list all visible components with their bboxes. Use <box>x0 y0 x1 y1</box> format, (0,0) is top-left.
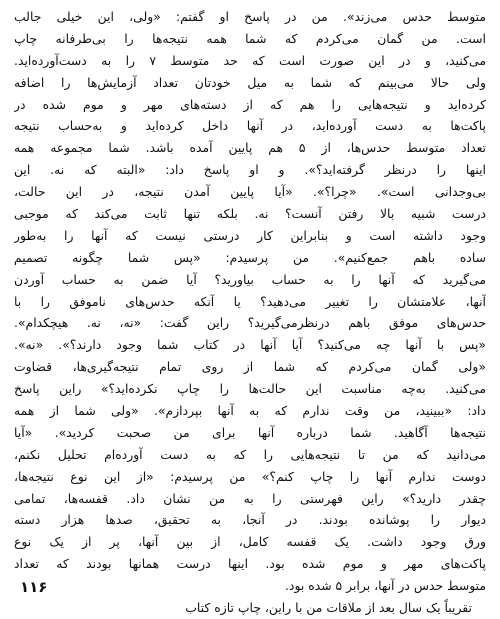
text-line: «ولی گمان می‌کردم که شما از روی تمام نتیجه‌گیری‌ها، قضاوت <box>14 359 486 375</box>
body-text <box>14 6 486 619</box>
paragraph-1 <box>14 6 486 597</box>
text-line: دیوار را پوشانده بودند. در آنجا، به تحقیق، صدها هزار دسته <box>14 512 486 528</box>
text-line: تقریباً یک سال بعد از ملاقات من با راین، چاپ تازه کتاب <box>185 600 472 616</box>
text-line: می‌کنید. به‌چه مناسبت این حالت‌ها را چاپ نکرده‌اید؟» راین پاسخ <box>14 381 486 397</box>
text-line: «پس با آنها چه می‌کنید؟ آیا آنها در کتاب شما وجود دارند؟». «نه». <box>14 337 486 353</box>
text-line: می‌دانید که من تا نتیجه‌هایی را که به دست آورده‌ام تحلیل نکنم، <box>14 446 486 462</box>
page-number: ۱۱۶ <box>20 578 48 596</box>
text-line: می‌گیرید که آنها را به حساب بیاورید؟ آیا ضمن به حساب آوردن <box>14 271 486 287</box>
text-line: ورق وجود داشت. یک قفسه کامل، از بین آنها، پر از یک نوع <box>14 534 486 550</box>
text-line: بی‌وجدانی است». «چرا؟». «آیا پایین آمدن نتیجه، در این حالت، <box>14 184 486 200</box>
text-line: اینها را درنظر گرفته‌اید؟». و او پاسخ داد: «البته که نه. این <box>14 162 486 178</box>
text-line: چقدر دارید؟» راین فهرستی را به من نشان داد. قفسه‌ها، تمامی <box>14 490 486 506</box>
text-line: پاکت‌های مهر و موم شده بود. اینها درست همانها بودند که تعداد <box>14 556 486 572</box>
text-line: داد: «ببینید، من وقت ندارم که به آنها بپردازم». «ولی شما از همه <box>14 403 486 419</box>
text-line: پاکت‌ها به دست آورده‌اید، در آنها داخل کرده‌اید و به‌حساب نتیجه <box>14 118 486 134</box>
text-line: نتیجه‌ها آگاهید. شما درباره آنها برای من صحبت کردید». «آیا <box>14 424 486 440</box>
text-line: متوسط حدس در آنها، برابر ۵ شده بود. <box>284 578 486 594</box>
text-line: دوست ندارم آنها را چاپ کنم؟» من پرسیدم: «از این نوع نتیجه‌ها، <box>14 468 486 484</box>
text-line: وجود داشته است و بنابراین کار درستی نیست که آنها را به‌طور <box>14 227 486 243</box>
text-line: تعداد متوسط حدس‌ها، از ۵ هم پایین آمده باشد. شما مجموعه همه <box>14 140 486 156</box>
text-line: متوسط حدس می‌زند». من در پاسخ او گفتم: «ولی، این خیلی جالب <box>14 9 486 24</box>
paragraph-2 <box>14 597 486 619</box>
text-line: آنها، علامتشان را تغییر می‌دهید؟ یا آنکه حدس‌های ناموفق را با <box>14 293 486 309</box>
text-line: حدس‌های موفق باهم درنظرمی‌گیرید؟ راین گفت: «نه، نه. هیچکدام». <box>14 315 486 331</box>
text-line: است. من گمان می‌کردم که شما همه نتیجه‌ها را بی‌طرفانه چاپ <box>14 30 486 46</box>
text-line: درست شبیه بالا رفتن آنست؟ نه. بلکه تنها ثابت می‌کند که موجبی <box>14 206 486 222</box>
text-line: کرده‌اید و نتیجه‌هایی را هم که از دسته‌های مهر و موم شده در <box>14 96 486 112</box>
text-line: می‌کنید، و در این صورت است که حد متوسط ۷ را به دست‌آورده‌اید. <box>14 52 486 68</box>
text-line: ساده باهم جمع‌کنیم». من پرسیدم: «پس شما چگونه تصمیم <box>14 249 486 265</box>
text-line: ولی حالا می‌بینم که شما به میل خودتان تعداد آزمایش‌ها را اضافه <box>14 74 486 90</box>
